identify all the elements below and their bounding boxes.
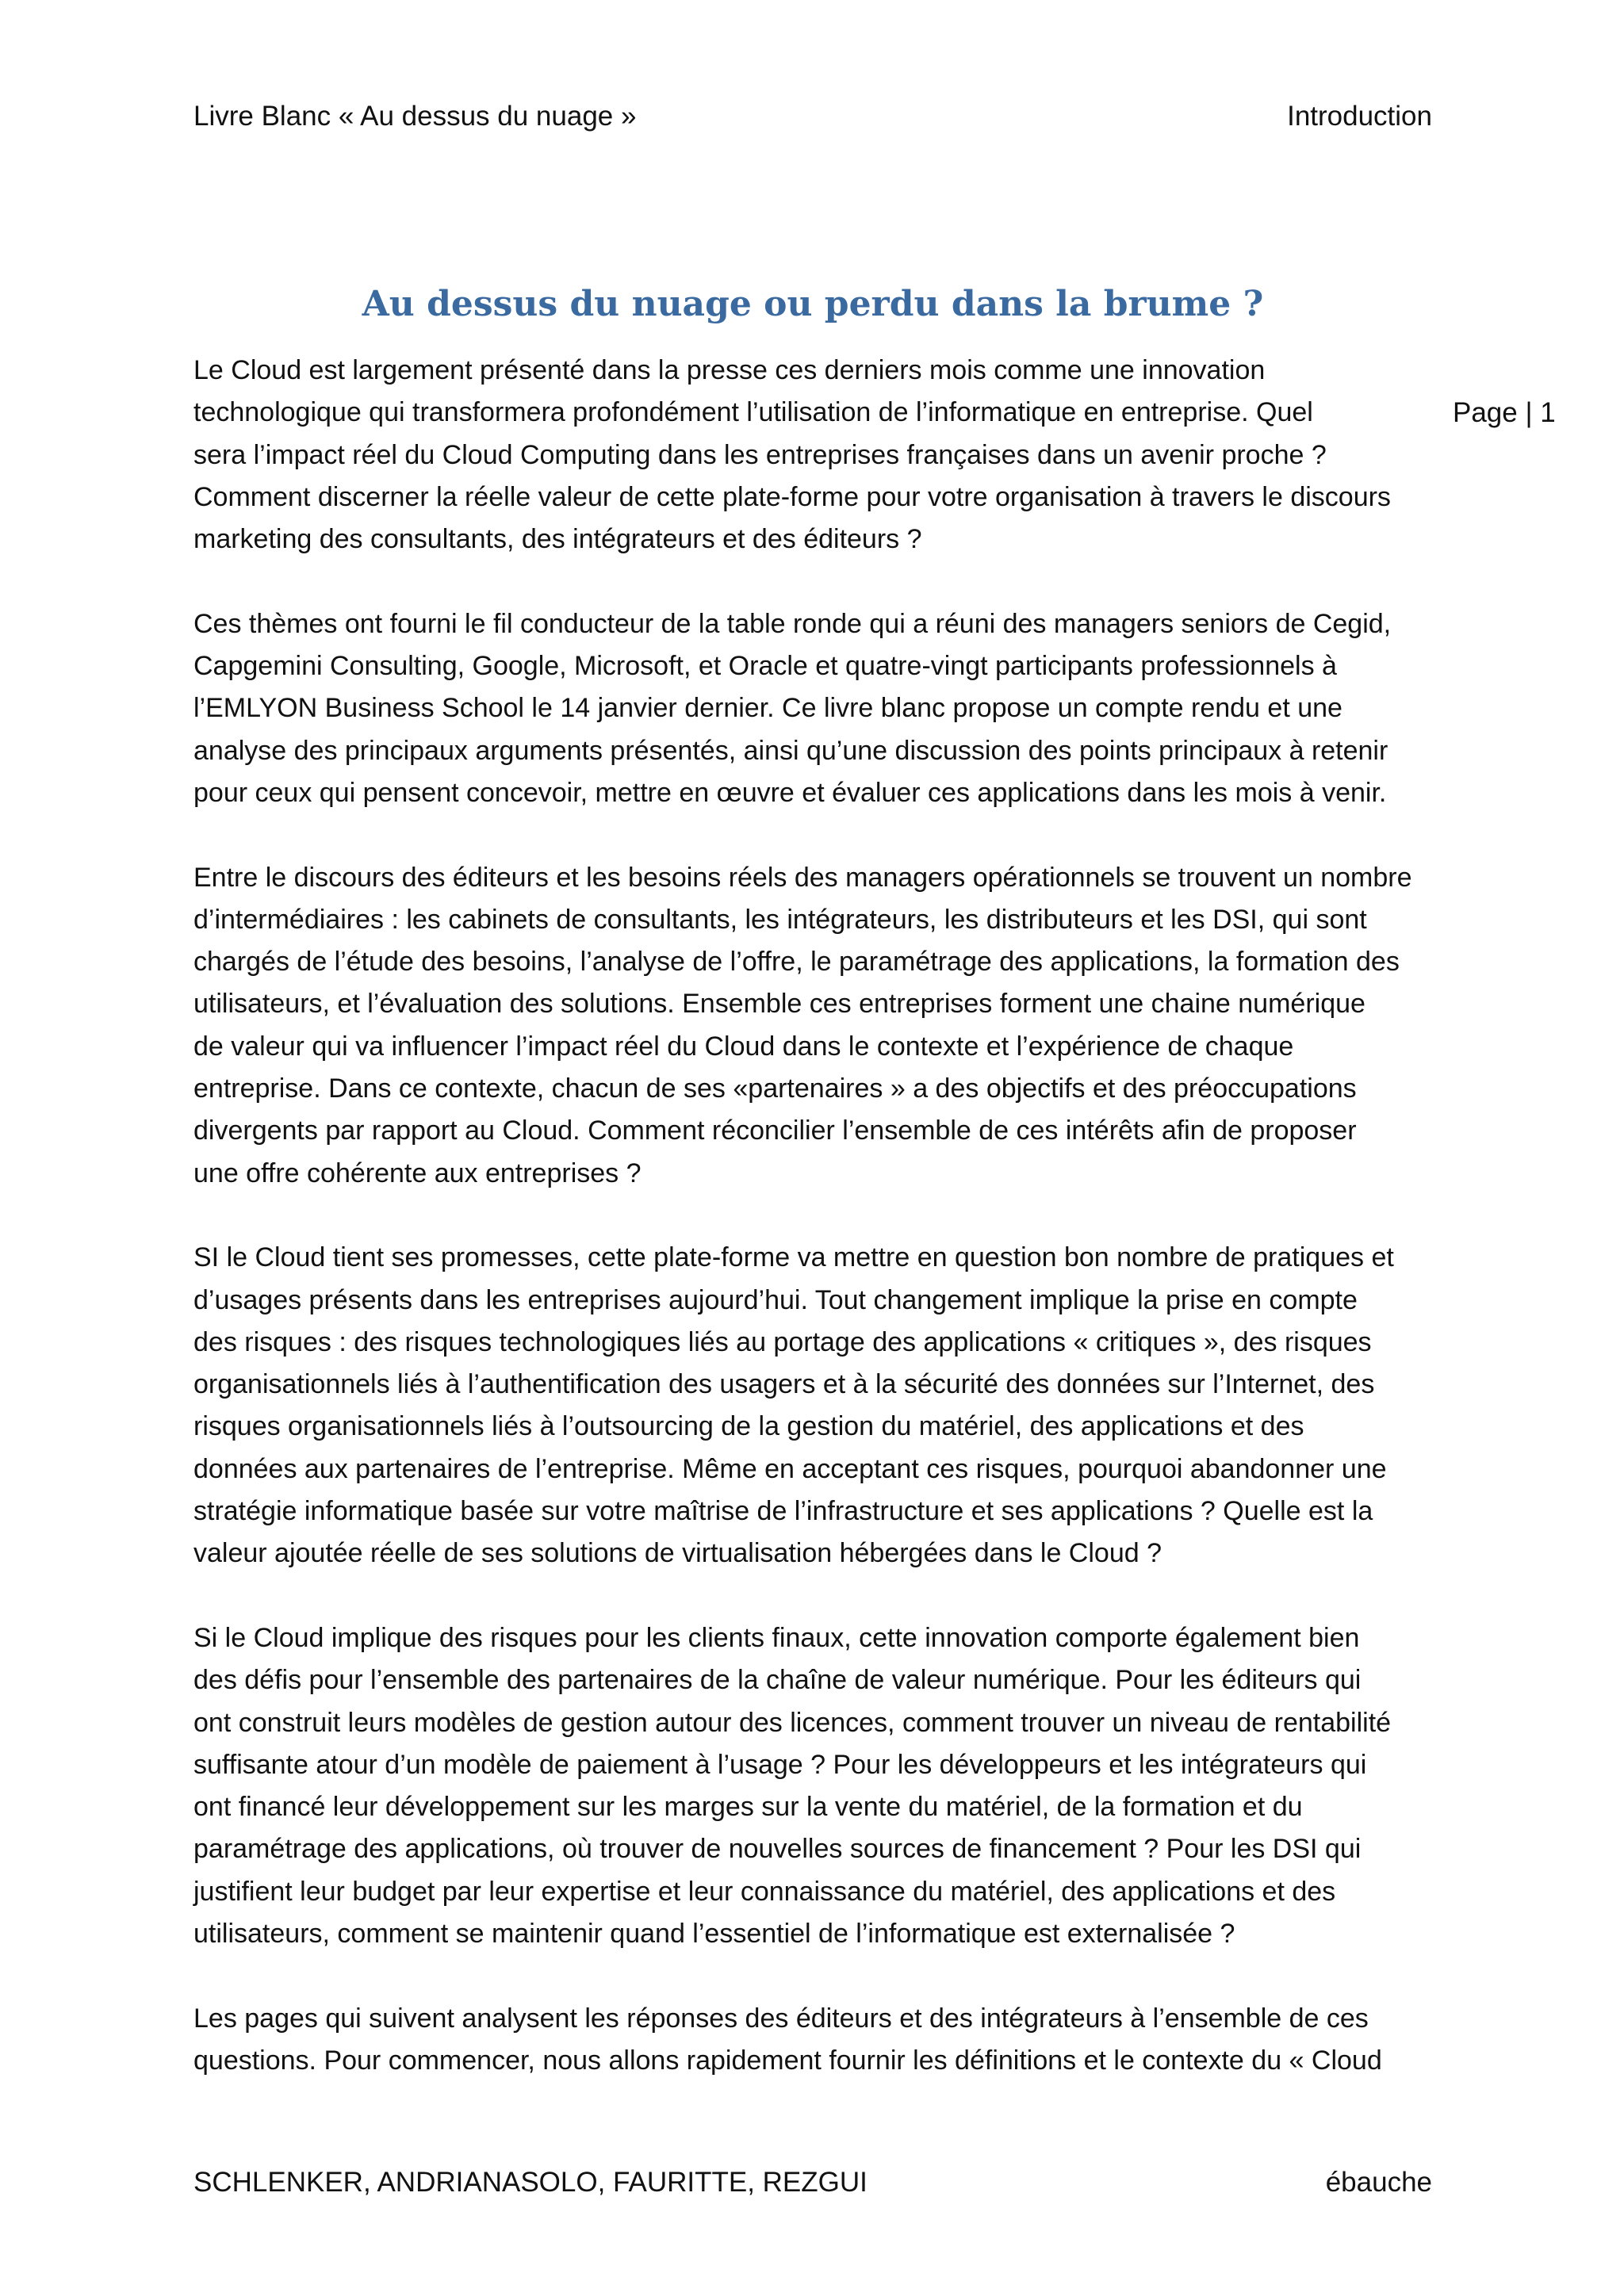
text-line: données aux partenaires de l’entreprise. Même en acceptant ces risques, pourquoi abandonner une (193, 1453, 1387, 1484)
text-line: chargés de l’étude des besoins, l’analyse de l’offre, le paramétrage des applications, la formation des (193, 947, 1400, 978)
page-number-label: Page | 1 (1453, 397, 1556, 428)
paragraph-1 (193, 350, 1438, 561)
text-line: Capgemini Consulting, Google, Microsoft, et Oracle et quatre-vingt participants professionnels à (193, 651, 1337, 682)
text-line: Ces thèmes ont fourni le fil conducteur de la table ronde qui a réuni des managers seniors de Cegid, (193, 608, 1392, 639)
footer-authors: SCHLENKER, ANDRIANASOLO, FAURITTE, REZGUI (193, 2167, 868, 2198)
page-footer (193, 2163, 1432, 2202)
text-line: de valeur qui va influencer l’impact réel du Cloud dans le contexte et l’expérience de chaque (193, 1031, 1294, 1062)
text-line: organisationnels liés à l’authentification des usagers et à la sécurité des données sur l’Internet, des (193, 1369, 1375, 1400)
text-line: d’usages présents dans les entreprises aujourd’hui. Tout changement implique la prise en compte (193, 1284, 1358, 1315)
footer-status: ébauche (1325, 2167, 1432, 2198)
paragraph-3 (193, 857, 1438, 1195)
paragraph-6 (193, 1998, 1438, 2083)
text-line: pour ceux qui pensent concevoir, mettre en œuvre et évaluer ces applications dans les mois à venir. (193, 777, 1387, 808)
text-line: stratégie informatique basée sur votre maîtrise de l’infrastructure et ses applications ? Quelle est la (193, 1496, 1373, 1527)
text-line: paramétrage des applications, où trouver de nouvelles sources de financement ? Pour les DSI qui (193, 1834, 1362, 1865)
text-line: l’EMLYON Business School le 14 janvier dernier. Ce livre blanc propose un compte rendu et une (193, 693, 1342, 724)
header-document-title: Livre Blanc « Au dessus du nuage » (193, 101, 637, 132)
paragraph-4 (193, 1237, 1438, 1575)
text-line: une offre cohérente aux entreprises ? (193, 1158, 642, 1188)
text-line: justifient leur budget par leur expertise et leur connaissance du matériel, des applications et des (193, 1876, 1336, 1907)
header-section-name: Introduction (1287, 101, 1432, 132)
text-line: risques organisationnels liés à l’outsourcing de la gestion du matériel, des applications et des (193, 1411, 1304, 1442)
paragraph-2 (193, 603, 1438, 814)
text-line: questions. Pour commencer, nous allons rapidement fournir les définitions et le contexte du « Cloud (193, 2045, 1382, 2076)
text-line: suffisante atour d’un modèle de paiement à l’usage ? Pour les développeurs et les intégrateurs qui (193, 1749, 1367, 1780)
text-line: entreprise. Dans ce contexte, chacun de ses «partenaires » a des objectifs et des préoccupations (193, 1073, 1357, 1104)
text-line: utilisateurs, et l’évaluation des solutions. Ensemble ces entreprises forment une chaine numérique (193, 989, 1365, 1020)
text-line: des risques : des risques technologiques liés au portage des applications « critiques », des risques (193, 1326, 1372, 1357)
text-line: Entre le discours des éditeurs et les besoins réels des managers opérationnels se trouvent un nombre (193, 862, 1412, 893)
text-line: sera l’impact réel du Cloud Computing dans les entreprises françaises dans un avenir proche ? (193, 439, 1327, 470)
text-line: divergents par rapport au Cloud. Comment réconcilier l’ensemble de ces intérêts afin de proposer (193, 1115, 1357, 1146)
text-line: ont construit leurs modèles de gestion autour des licences, comment trouver un niveau de rentabilité (193, 1707, 1392, 1738)
page-header (193, 97, 1432, 136)
text-line: technologique qui transformera profondément l’utilisation de l’informatique en entreprise. Quel (193, 397, 1313, 428)
text-line: marketing des consultants, des intégrateurs et des éditeurs ? (193, 524, 922, 555)
text-line: valeur ajoutée réelle de ses solutions de virtualisation hébergées dans le Cloud ? (193, 1538, 1162, 1569)
text-line: d’intermédiaires : les cabinets de consultants, les intégrateurs, les distributeurs et les DSI, qui sont (193, 904, 1367, 935)
text-line: analyse des principaux arguments présentés, ainsi qu’une discussion des points principaux à retenir (193, 735, 1388, 766)
paragraph-5 (193, 1617, 1438, 1955)
text-line: Le Cloud est largement présenté dans la presse ces derniers mois comme une innovation (193, 355, 1266, 385)
text-line: Les pages qui suivent analysent les réponses des éditeurs et des intégrateurs à l’ensemble de ces (193, 2003, 1369, 2034)
body-text (193, 350, 1438, 2124)
text-line: ont financé leur développement sur les marges sur la vente du matériel, de la formation et du (193, 1792, 1303, 1823)
text-line: Si le Cloud implique des risques pour les clients finaux, cette innovation comporte également bien (193, 1622, 1360, 1653)
text-line: utilisateurs, comment se maintenir quand l’essentiel de l’informatique est externalisée ? (193, 1918, 1235, 1949)
text-line: des défis pour l’ensemble des partenaires de la chaîne de valeur numérique. Pour les éditeurs qui (193, 1665, 1362, 1696)
text-line: Comment discerner la réelle valeur de cette plate-forme pour votre organisation à travers le discours (193, 481, 1391, 512)
page-title: Au dessus du nuage ou perdu dans la brume ? (362, 284, 1264, 325)
text-line: SI le Cloud tient ses promesses, cette plate-forme va mettre en question bon nombre de pratiques et (193, 1242, 1394, 1273)
